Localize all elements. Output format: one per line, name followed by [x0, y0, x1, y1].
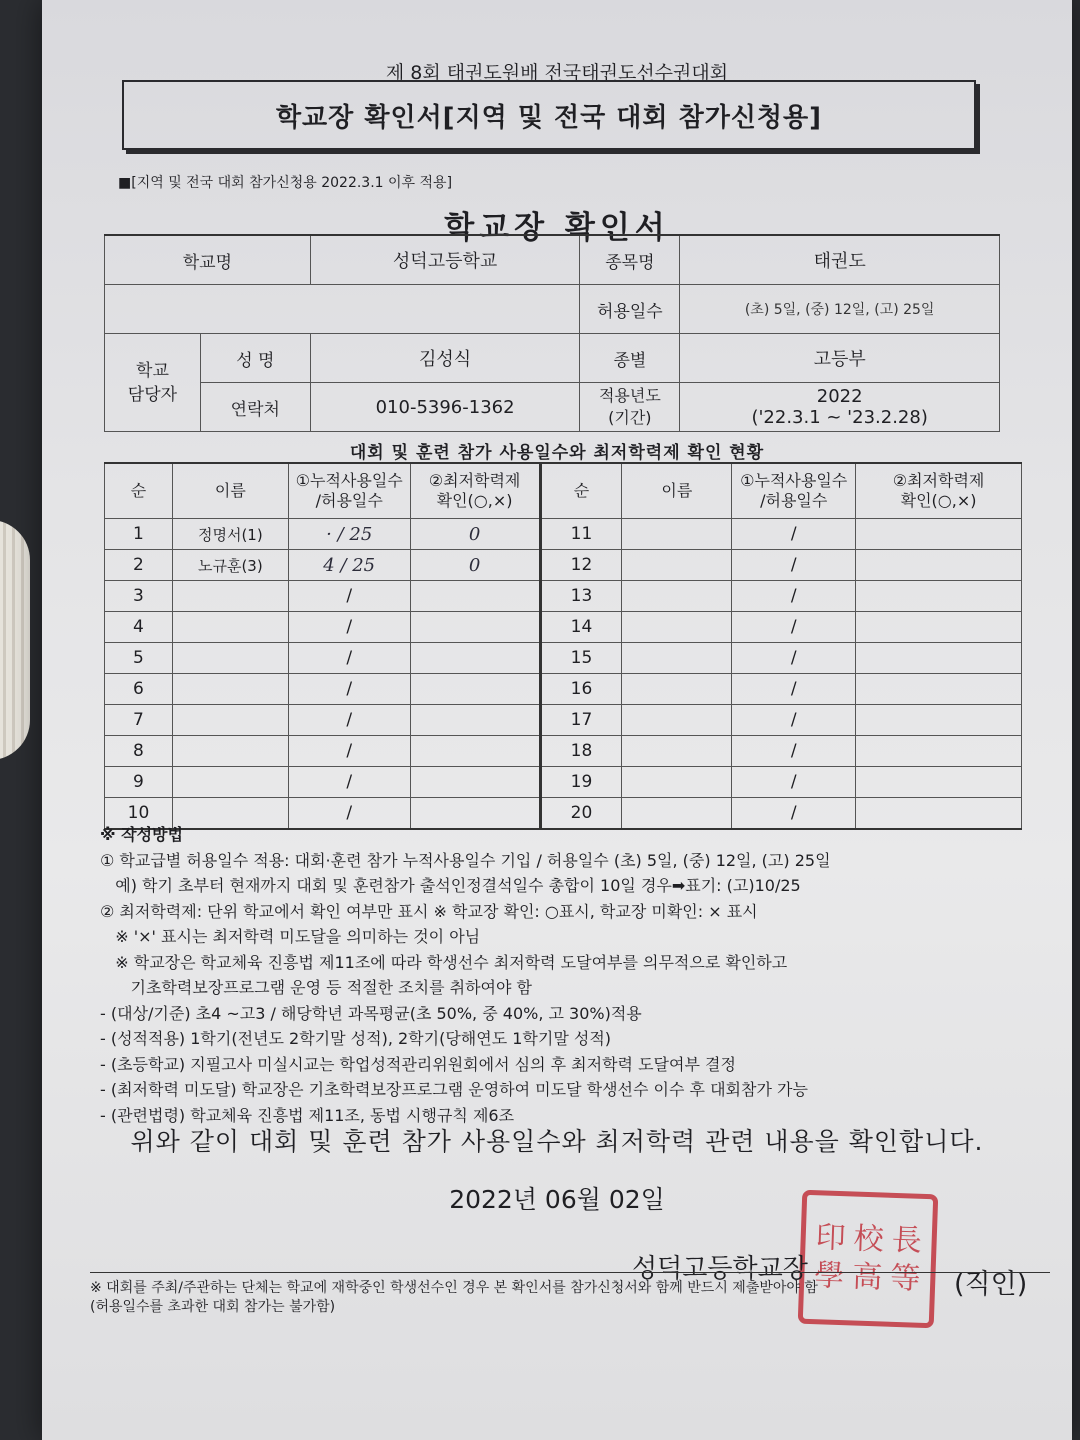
- right-name-cell: [622, 736, 732, 767]
- right-no-cell: 12: [540, 550, 622, 581]
- guide-line: ① 학교급별 허용일수 적용: 대회·훈련 참가 누적사용일수 기입 / 허용일수 (초) 5일, (중) 12일, (고) 25일: [100, 850, 831, 870]
- right-name-cell: [622, 674, 732, 705]
- sport-value: 태권도: [680, 235, 1000, 285]
- table-row: [105, 612, 1022, 643]
- left-days-cell: /: [288, 612, 410, 643]
- left-no-cell: 2: [105, 550, 173, 581]
- year-label: 적용년도 (기간): [580, 383, 680, 432]
- left-days-cell: /: [288, 767, 410, 798]
- right-no-cell: 19: [540, 767, 622, 798]
- year-value: 2022: [816, 386, 863, 407]
- event-name: 제 8회 태권도원배 전국태권도선수권대회: [385, 62, 729, 84]
- guide-line: ※ 작성방법: [100, 825, 183, 844]
- right-grade-cell: [856, 519, 1022, 550]
- writing-guide: [100, 822, 1040, 1128]
- category-label: 종별: [580, 334, 680, 383]
- left-days-cell: · / 25: [288, 519, 410, 550]
- guide-line: ※ 학교장은 학교체육 진흥법 제11조에 따라 학생선수 최저학력 도달여부를 의무적으로 확인하고: [100, 952, 788, 972]
- left-grade-cell: [410, 705, 540, 736]
- days-label: 허용일수: [580, 285, 680, 334]
- right-days-cell: /: [732, 643, 856, 674]
- left-no-cell: 6: [105, 674, 173, 705]
- name-value: 김성식: [310, 334, 580, 383]
- left-grade-cell: [410, 767, 540, 798]
- col-no: 순: [105, 463, 173, 519]
- table-row: [105, 767, 1022, 798]
- left-name-cell: [172, 705, 288, 736]
- left-name-cell: [172, 736, 288, 767]
- signer-name: 성덕고등학교장: [632, 1254, 808, 1284]
- right-days-cell: /: [732, 674, 856, 705]
- footnote-line-2: (허용일수를 초과한 대회 참가는 불가함): [90, 1299, 336, 1315]
- col-days-right: ①누적사용일수 /허용일수: [732, 463, 856, 519]
- left-no-cell: 5: [105, 643, 173, 674]
- days-value: (초) 5일, (중) 12일, (고) 25일: [680, 285, 1000, 334]
- right-name-cell: [622, 643, 732, 674]
- category-value: 고등부: [680, 334, 1000, 383]
- stamp-label: (직인): [954, 1269, 1028, 1300]
- name-label: 성 명: [200, 334, 310, 383]
- col-days: ①누적사용일수 /허용일수: [288, 463, 410, 519]
- right-grade-cell: [856, 736, 1022, 767]
- document-title: 학교장 확인서: [444, 210, 670, 246]
- right-no-cell: 17: [540, 705, 622, 736]
- right-name-cell: [622, 550, 732, 581]
- left-grade-cell: 0: [410, 550, 540, 581]
- col-name-right: 이름: [622, 463, 732, 519]
- box-title: 학교장 확인서[지역 및 전국 대회 참가신청용]: [122, 80, 976, 150]
- left-no-cell: 7: [105, 705, 173, 736]
- left-name-cell: [172, 581, 288, 612]
- table-row: [105, 674, 1022, 705]
- applicability-note: ■[지역 및 전국 대회 참가신청용 2022.3.1 이후 적용]: [118, 175, 453, 191]
- right-name-cell: [622, 705, 732, 736]
- right-name-cell: [622, 612, 732, 643]
- section-title: 대회 및 훈련 참가 사용일수와 최저학력제 확인 현황: [349, 443, 765, 463]
- confirmation-statement: 위와 같이 대회 및 훈련 참가 사용일수와 최저학력 관련 내용을 확인합니다.: [130, 1127, 984, 1156]
- guide-line: - (초등학교) 지필고사 미실시교는 학업성적관리위원회에서 심의 후 최저학력 도달여부 결정: [100, 1054, 736, 1074]
- left-days-cell: /: [288, 643, 410, 674]
- phone-value: 010-5396-1362: [310, 383, 580, 432]
- left-name-cell: 정명서(1): [172, 519, 288, 550]
- year-cell: [680, 383, 1000, 432]
- left-no-cell: 10: [105, 798, 173, 830]
- left-grade-cell: 0: [410, 519, 540, 550]
- right-grade-cell: [856, 550, 1022, 581]
- table-row: [105, 643, 1022, 674]
- left-grade-cell: [410, 612, 540, 643]
- right-no-cell: 15: [540, 643, 622, 674]
- table-row: [105, 705, 1022, 736]
- left-name-cell: [172, 674, 288, 705]
- right-name-cell: [622, 767, 732, 798]
- left-days-cell: /: [288, 736, 410, 767]
- right-days-cell: /: [732, 519, 856, 550]
- right-days-cell: /: [732, 581, 856, 612]
- left-grade-cell: [410, 581, 540, 612]
- right-name-cell: [622, 519, 732, 550]
- left-no-cell: 9: [105, 767, 173, 798]
- school-info-table: [104, 234, 1000, 432]
- table-row: [105, 581, 1022, 612]
- right-grade-cell: [856, 581, 1022, 612]
- guide-line: - (최저학력 미도달) 학교장은 기초학력보장프로그램 운영하여 미도달 학생선수 이수 후 대회참가 가능: [100, 1080, 808, 1099]
- period-value: ('22.3.1 ~ '23.2.28): [751, 407, 928, 428]
- certificate-paper: [42, 0, 1072, 1440]
- table-row: [105, 550, 1022, 581]
- right-no-cell: 20: [540, 798, 622, 830]
- right-grade-cell: [856, 767, 1022, 798]
- col-grade-right: ②최저학력제 확인(○,×): [856, 463, 1022, 519]
- guide-line: 예) 학기 초부터 현재까지 대회 및 훈련참가 출석인정결석일수 총합이 10일 경우➡표기: (고)10/25: [100, 876, 801, 895]
- left-no-cell: 8: [105, 736, 173, 767]
- left-no-cell: 1: [105, 519, 173, 550]
- right-no-cell: 13: [540, 581, 622, 612]
- right-grade-cell: [856, 612, 1022, 643]
- guide-line: - (관련법령) 학교체육 진흥법 제11조, 동법 시행규칙 제6조: [100, 1105, 515, 1125]
- guide-line: ※ '×' 표시는 최저학력 미도달을 의미하는 것이 아님: [100, 927, 481, 946]
- left-days-cell: /: [288, 581, 410, 612]
- left-days-cell: /: [288, 798, 410, 830]
- col-no-right: 순: [540, 463, 622, 519]
- left-name-cell: [172, 643, 288, 674]
- left-days-cell: 4 / 25: [288, 550, 410, 581]
- left-grade-cell: [410, 643, 540, 674]
- official-seal: 印 校 長 學 高 等: [798, 1190, 939, 1329]
- sport-label: 종목명: [580, 235, 680, 285]
- guide-line: - (대상/기준) 초4 ~고3 / 해당학년 과목평균(초 50%, 중 40%, 고 30%)적용: [100, 1003, 642, 1023]
- col-grade: ②최저학력제 확인(○,×): [410, 463, 540, 519]
- right-days-cell: /: [732, 798, 856, 830]
- issue-date: 2022년 06월 02일: [449, 1185, 665, 1214]
- col-name: 이름: [172, 463, 288, 519]
- guide-line: ② 최저학력제: 단위 학교에서 확인 여부만 표시 ※ 학교장 확인: ○표시, 학교장 미확인: × 표시: [100, 901, 758, 921]
- right-no-cell: 11: [540, 519, 622, 550]
- footnote-line-1: ※ 대회를 주최/주관하는 단체는 학교에 재학중인 학생선수인 경우 본 확인서를 참가신청서와 함께 반드시 제출받아야 함: [90, 1280, 818, 1296]
- right-grade-cell: [856, 674, 1022, 705]
- right-days-cell: /: [732, 705, 856, 736]
- student-table: [104, 462, 1022, 830]
- left-no-cell: 3: [105, 581, 173, 612]
- left-no-cell: 4: [105, 612, 173, 643]
- table-row: [105, 736, 1022, 767]
- left-name-cell: 노규훈(3): [172, 550, 288, 581]
- left-grade-cell: [410, 736, 540, 767]
- guide-line: 기초학력보장프로그램 운영 등 적절한 조치를 취하여야 함: [100, 978, 532, 997]
- left-grade-cell: [410, 674, 540, 705]
- footnote: [90, 1272, 1050, 1317]
- left-name-cell: [172, 612, 288, 643]
- contact-label: 학교 담당자: [105, 334, 201, 432]
- right-days-cell: /: [732, 612, 856, 643]
- right-no-cell: 14: [540, 612, 622, 643]
- left-days-cell: /: [288, 705, 410, 736]
- right-days-cell: /: [732, 550, 856, 581]
- left-days-cell: /: [288, 674, 410, 705]
- right-days-cell: /: [732, 736, 856, 767]
- right-no-cell: 16: [540, 674, 622, 705]
- school-value: 성덕고등학교: [310, 235, 580, 285]
- desk-fan-edge: [0, 520, 30, 760]
- right-days-cell: /: [732, 767, 856, 798]
- right-no-cell: 18: [540, 736, 622, 767]
- guide-line: - (성적적용) 1학기(전년도 2학기말 성적), 2학기(당해연도 1학기말 성적): [100, 1029, 612, 1048]
- school-label: 학교명: [105, 235, 311, 285]
- right-grade-cell: [856, 705, 1022, 736]
- left-name-cell: [172, 767, 288, 798]
- table-row: [105, 519, 1022, 550]
- right-name-cell: [622, 581, 732, 612]
- right-grade-cell: [856, 643, 1022, 674]
- phone-label: 연락처: [200, 383, 310, 432]
